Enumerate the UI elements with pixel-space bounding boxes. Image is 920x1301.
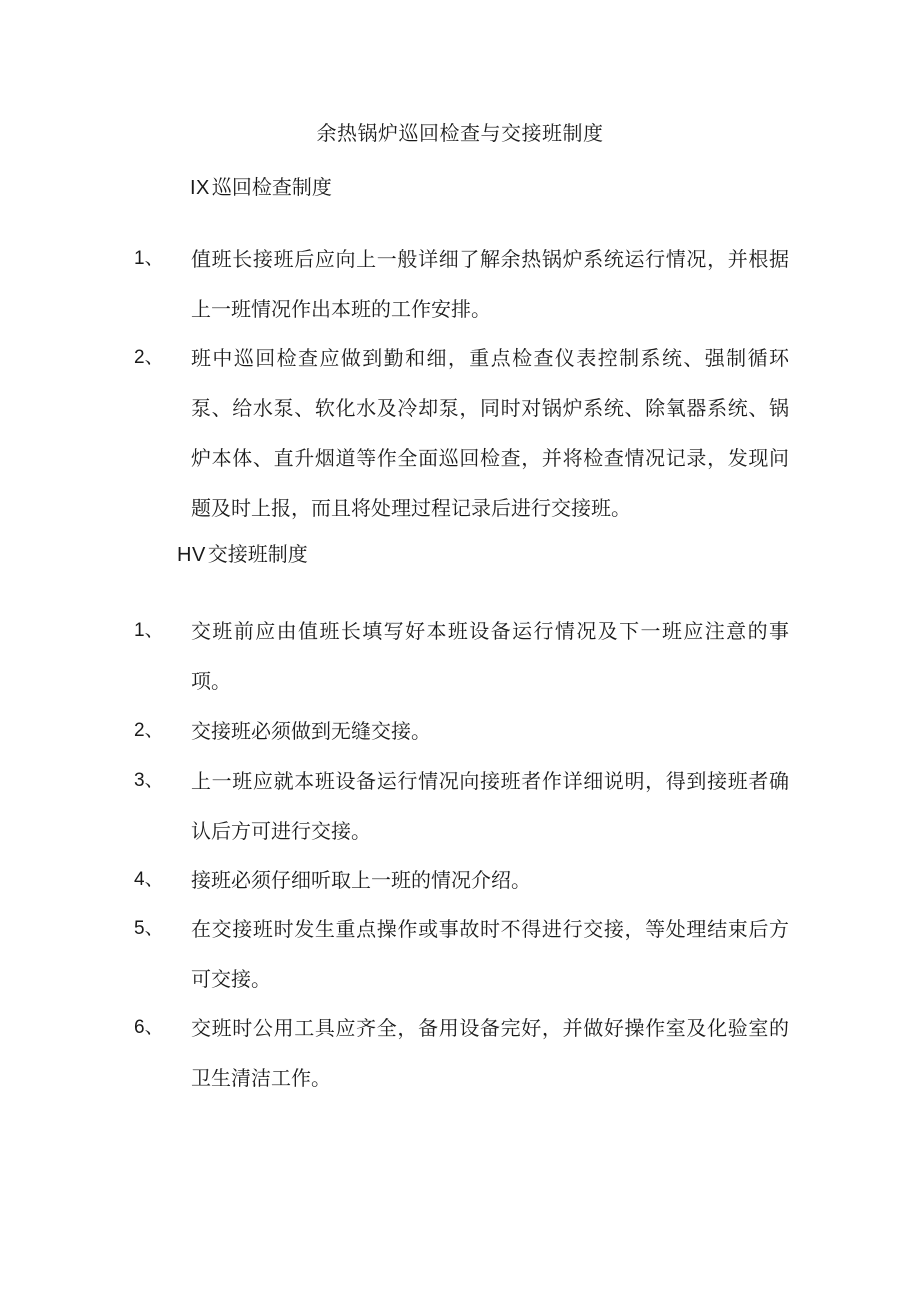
section-heading-inspection <box>190 172 332 203</box>
item-number: 2、 <box>134 347 164 368</box>
item-text: 交班时公用工具应齐全，备用设备完好，并做好操作室及化验室的卫生清洁工作。 <box>191 1016 789 1090</box>
item-text: 上一班应就本班设备运行情况向接班者作详细说明，得到接班者确认后方可进行交接。 <box>191 769 789 843</box>
item-number: 4、 <box>134 869 164 890</box>
section-prefix: IX <box>190 177 210 199</box>
section-heading-handover <box>177 539 308 570</box>
item-text: 班中巡回检查应做到勤和细，重点检查仪表控制系统、强制循环泵、给水泵、软化水及冷却泵，同时对锅炉系统、除氧器系统、锅炉本体、直升烟道等作全面巡回检查，并将检查情况记录，发现问题及时上报，而且将处理过程记录后进行交接班。 <box>191 346 789 520</box>
section-title: 巡回检查制度 <box>211 175 332 199</box>
item-number: 6、 <box>134 1017 164 1038</box>
item-text: 交班前应由值班长填写好本班设备运行情况及下一班应注意的事项。 <box>191 619 789 693</box>
item-number: 1、 <box>134 620 164 641</box>
document-title: 余热锅炉巡回检查与交接班制度 <box>316 121 604 145</box>
item-text: 交接班必须做到无缝交接。 <box>191 719 431 743</box>
section-prefix: HV <box>177 544 206 566</box>
item-number: 1、 <box>134 248 164 269</box>
item-text: 接班必须仔细听取上一班的情况介绍。 <box>191 868 531 892</box>
item-text: 值班长接班后应向上一般详细了解余热锅炉系统运行情况，并根据上一班情况作出本班的工作安排。 <box>191 247 789 321</box>
item-number: 3、 <box>134 770 164 791</box>
item-number: 5、 <box>134 918 164 939</box>
item-text: 在交接班时发生重点操作或事故时不得进行交接，等处理结束后方可交接。 <box>191 917 789 991</box>
section-title: 交接班制度 <box>207 542 308 566</box>
item-number: 2、 <box>134 720 164 741</box>
